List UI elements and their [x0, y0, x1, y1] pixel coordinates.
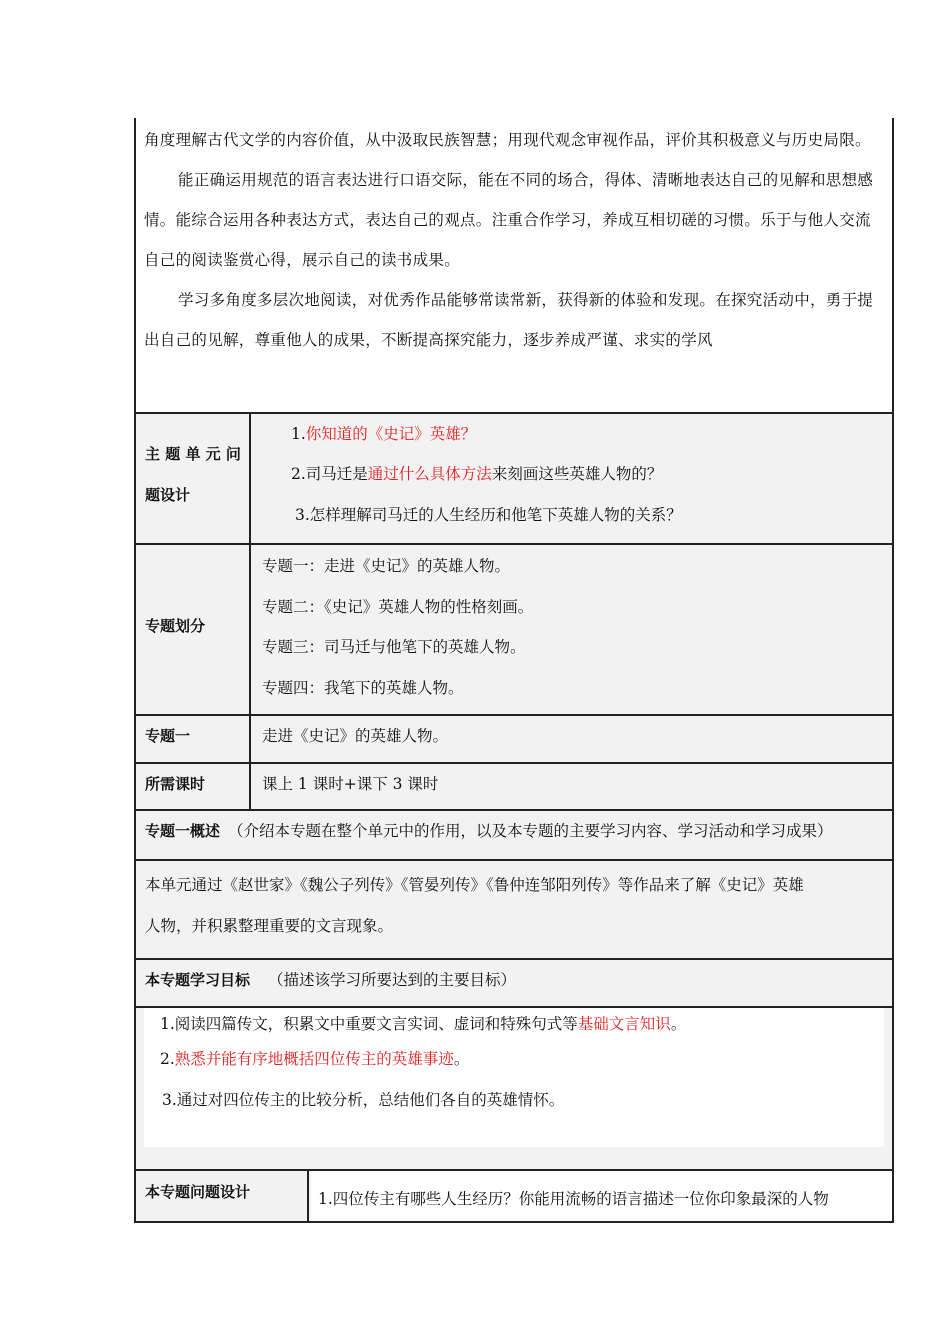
topic1-row	[136, 716, 892, 764]
goals-content-row	[136, 1008, 892, 1171]
hours-value: 课上 1 课时+课下 3 课时	[262, 775, 439, 793]
topic-item-2: 专题二：《史记》英雄人物的性格刻画。	[262, 598, 534, 616]
problem-design-cell	[311, 1171, 892, 1221]
topic-division-label: 专题划分	[136, 545, 251, 714]
unit-question-label: 主 题 单 元 问 题设计	[136, 414, 251, 543]
hours-cell	[253, 764, 892, 809]
topic-division-row	[136, 545, 892, 716]
overview-note: （介绍本专题在整个单元中的作用，以及本专题的主要学习内容、学习活动和学习成果）	[228, 822, 833, 840]
topic1-label: 专题一	[136, 716, 251, 762]
question-3: 3.怎样理解司马迁的人生经历和他笔下英雄人物的关系？	[295, 506, 682, 524]
intro-paragraph-2: 能正确运用规范的语言表达进行口语交际，能在不同的场合，得体、清晰地表达自己的见解和思想感情。能综合运用各种表达方式，表达自己的观点。注重合作学习，养成互相切磋的习惯。乐于与他人交流自己的阅读鉴赏心得，展示自己的读书成果。	[144, 171, 874, 269]
topic-item-1: 专题一：走进《史记》的英雄人物。	[262, 557, 511, 575]
topic1-value: 走进《史记》的英雄人物。	[262, 727, 449, 745]
unit-question-row	[136, 414, 892, 545]
intro-paragraph-1: 角度理解古代文学的内容价值，从中汲取民族智慧；用现代观念审视作品，评价其积极意义与历史局限。	[144, 131, 871, 149]
problem-design-label: 本专题问题设计	[136, 1171, 309, 1221]
hours-row	[136, 764, 892, 811]
hours-label: 所需课时	[136, 764, 251, 809]
intro-section	[136, 118, 892, 414]
topic-item-4: 专题四：我笔下的英雄人物。	[262, 679, 464, 697]
question-1: 1.你知道的《史记》英雄？	[291, 425, 477, 443]
topic-division-cell	[253, 545, 892, 714]
problem-design-row	[136, 1171, 892, 1223]
goals-label: 本专题学习目标	[145, 971, 251, 989]
topic-item-3: 专题三：司马迁与他笔下的英雄人物。	[262, 638, 526, 656]
overview-label: 专题一概述	[145, 822, 221, 840]
overview-line-1: 本单元通过《赵世家》《魏公子列传》《管晏列传》《鲁仲连邹阳列传》等作品来了解《史记》英雄	[145, 876, 804, 894]
lesson-plan-table	[134, 118, 894, 1223]
question-2: 2.司马迁是通过什么具体方法来刻画这些英雄人物的？	[291, 465, 663, 483]
goals-header-row	[136, 960, 892, 1008]
topic1-cell	[253, 716, 892, 762]
problem-question-1: 1.四位传主有哪些人生经历？你能用流畅的语言描述一位你印象最深的人物	[318, 1190, 829, 1208]
goal-1: 1.阅读四篇传文，积累文中重要文言实词、虚词和特殊句式等基础文言知识。	[160, 1015, 687, 1033]
overview-header-row	[136, 811, 892, 861]
overview-content-row	[136, 861, 892, 960]
goals-note: （描述该学习所要达到的主要目标）	[268, 971, 517, 989]
unit-question-cell	[253, 414, 892, 543]
overview-line-2: 人物，并积累整理重要的文言现象。	[145, 917, 394, 935]
goal-2: 2.熟悉并能有序地概括四位传主的英雄事迹。	[160, 1050, 470, 1068]
intro-paragraph-3: 学习多角度多层次地阅读，对优秀作品能够常读常新，获得新的体验和发现。在探究活动中，勇于提出自己的见解，尊重他人的成果，不断提高探究能力，逐步养成严谨、求实的学风	[144, 291, 874, 349]
goal-3: 3.通过对四位传主的比较分析，总结他们各自的英雄情怀。	[162, 1091, 565, 1109]
goals-box	[144, 1008, 884, 1147]
